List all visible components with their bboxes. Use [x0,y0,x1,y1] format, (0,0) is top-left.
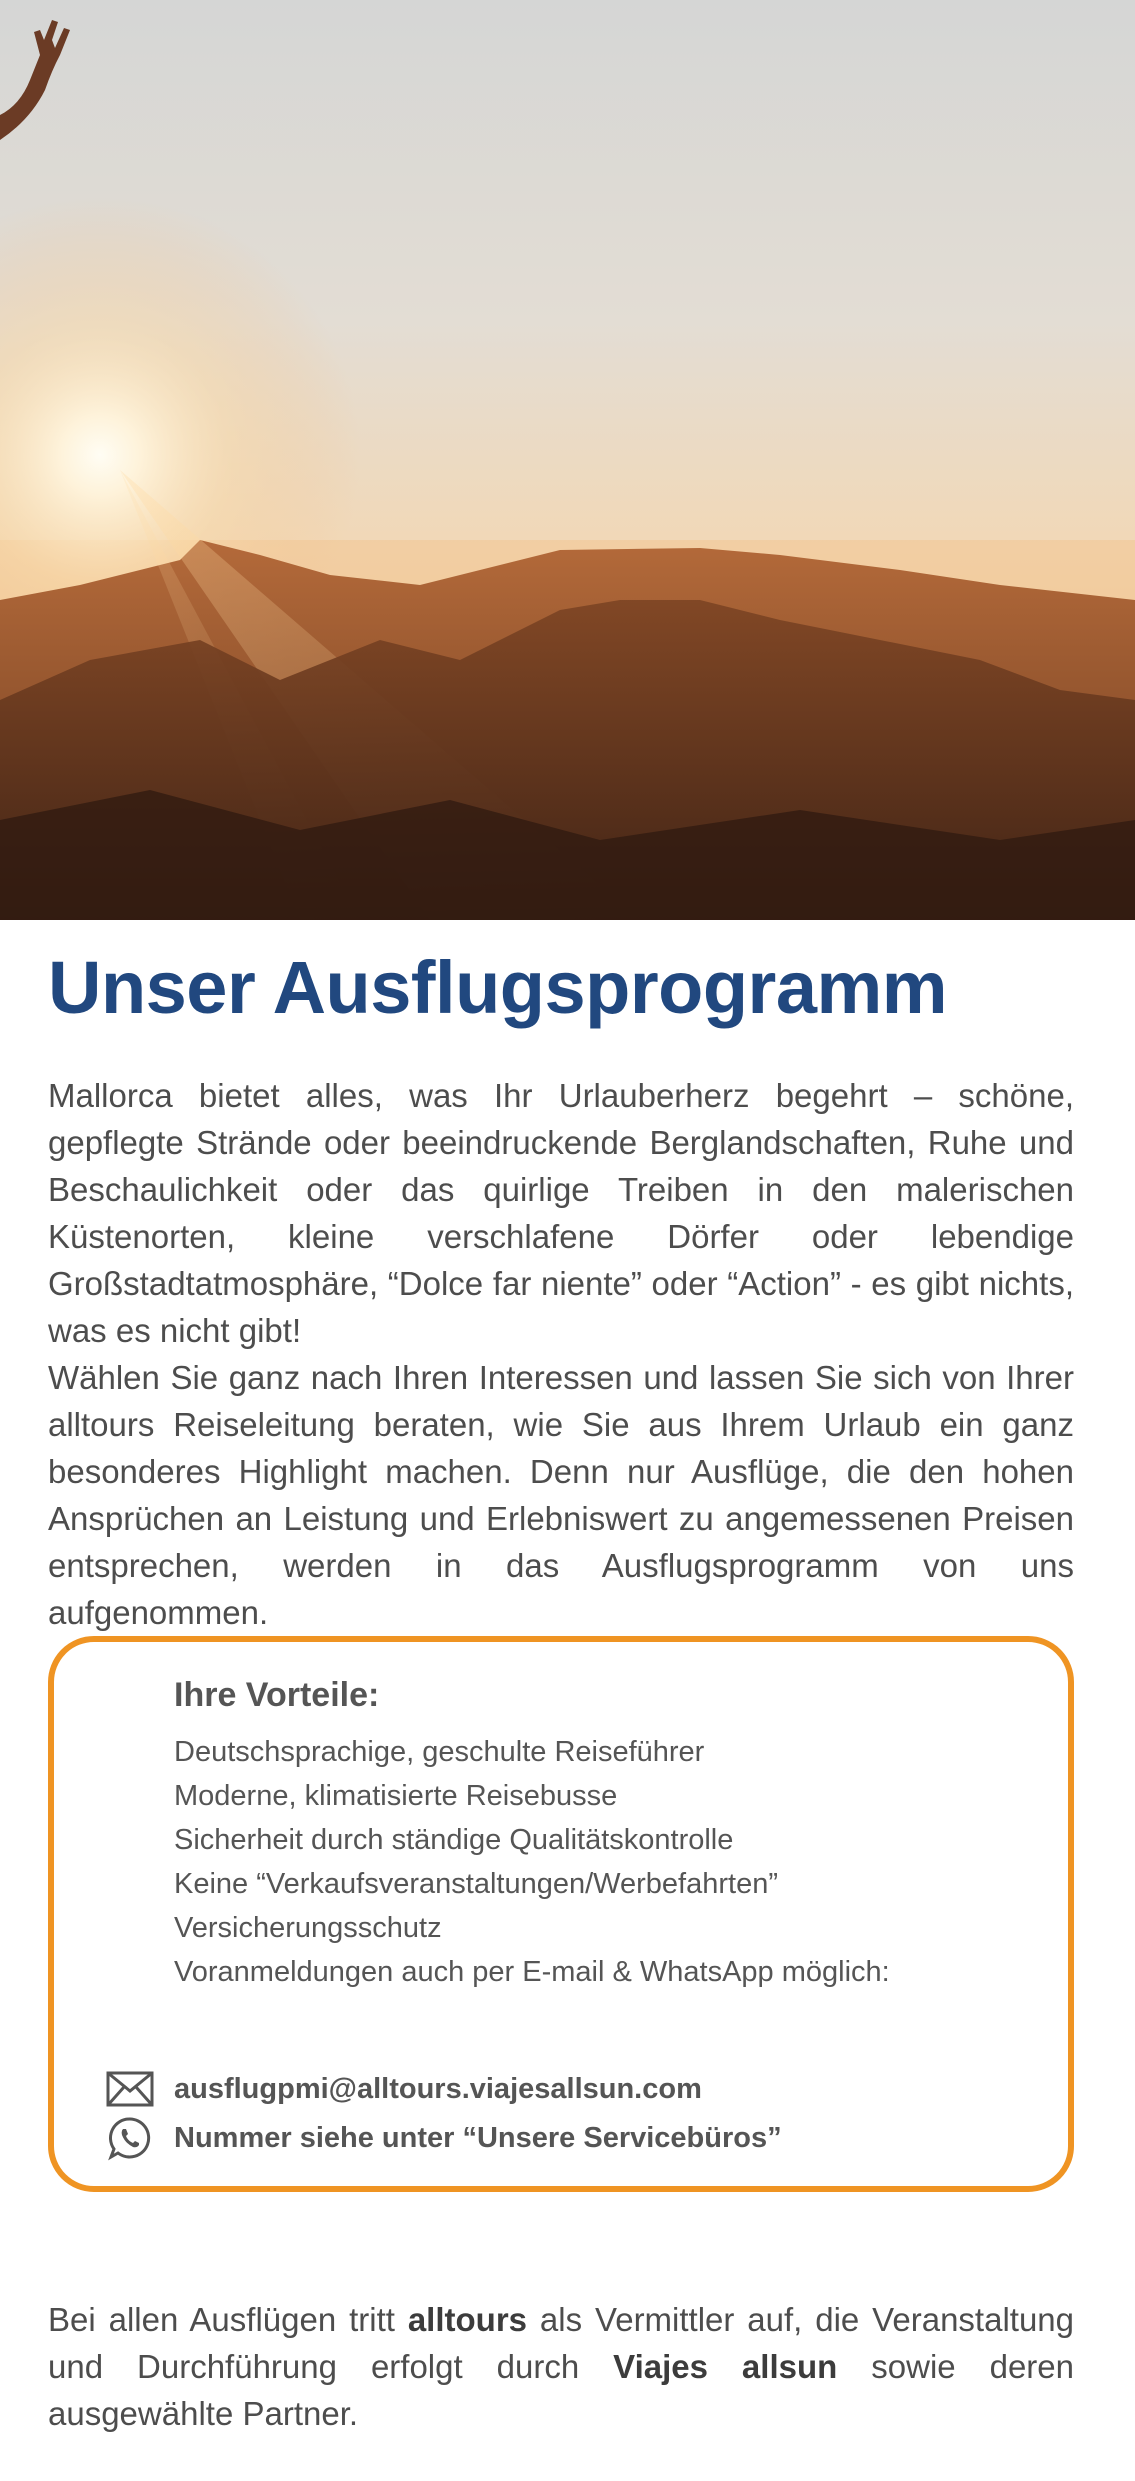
intro-paragraph: Mallorca bietet alles, was Ihr Urlauberherz begehrt – schöne, gepflegte Strände oder beeindruckende Berglandschaften, Ruhe und Beschaulichkeit oder das quirlige Treiben in den malerischen Küstenorten, kleine verschlafene Dörfer oder lebendige Großstadtatmosphäre, “Dolce far niente” oder “Action” - es gibt nichts, was es nicht gibt! [48,1077,1074,1349]
benefit-item: Versicherungsschutz [174,1912,442,1944]
footer-text: sowie deren ausgewählte Partner. [48,2348,1075,2432]
whatsapp-note: Nummer siehe unter “Unsere Servicebüros” [174,2121,782,2154]
benefit-item: Moderne, klimatisierte Reisebusse [174,1780,618,1812]
page-title: Unser Ausflugsprogramm [48,946,948,1029]
whatsapp-contact [104,2114,782,2162]
benefit-item: Keine “Verkaufsveranstaltungen/Werbefahrten” [174,1868,778,1900]
second-paragraph: Wählen Sie ganz nach Ihren Interessen und lassen Sie sich von Ihrer alltours Reiseleitung beraten, wie Sie aus Ihrem Urlaub ein ganz besonderes Highlight machen. Denn nur Ausflüge, die den hohen Ansprüchen an Leistung und Erlebniswert zu angemessenen Preisen entsprechen, werden in das Ausflugsprogramm von uns aufgenommen. [48,1359,1074,1631]
footer-paragraph [48,2296,1074,2437]
whatsapp-icon [104,2114,156,2162]
brand-alltours: alltours [407,2301,528,2338]
brand-viajes-allsun: Viajes allsun [613,2348,838,2385]
footer-text: als Vermittler auf, die Veranstaltung und Durchführung erfolgt durch [48,2301,1075,2385]
email-contact[interactable] [104,2065,702,2113]
hero-image [0,0,1135,920]
benefit-item: Sicherheit durch ständige Qualitätskontrolle [174,1824,734,1856]
benefits-list [174,1730,890,1994]
footer-text: Bei allen Ausflügen tritt [48,2301,408,2338]
envelope-icon [104,2065,156,2113]
benefits-title: Ihre Vorteile: [174,1676,380,1714]
email-address[interactable]: ausflugpmi@alltours.viajesallsun.com [174,2072,702,2105]
benefit-item: Voranmeldungen auch per E-mail & WhatsApp möglich: [174,1956,890,1988]
benefit-item: Deutschsprachige, geschulte Reiseführer [174,1736,705,1768]
